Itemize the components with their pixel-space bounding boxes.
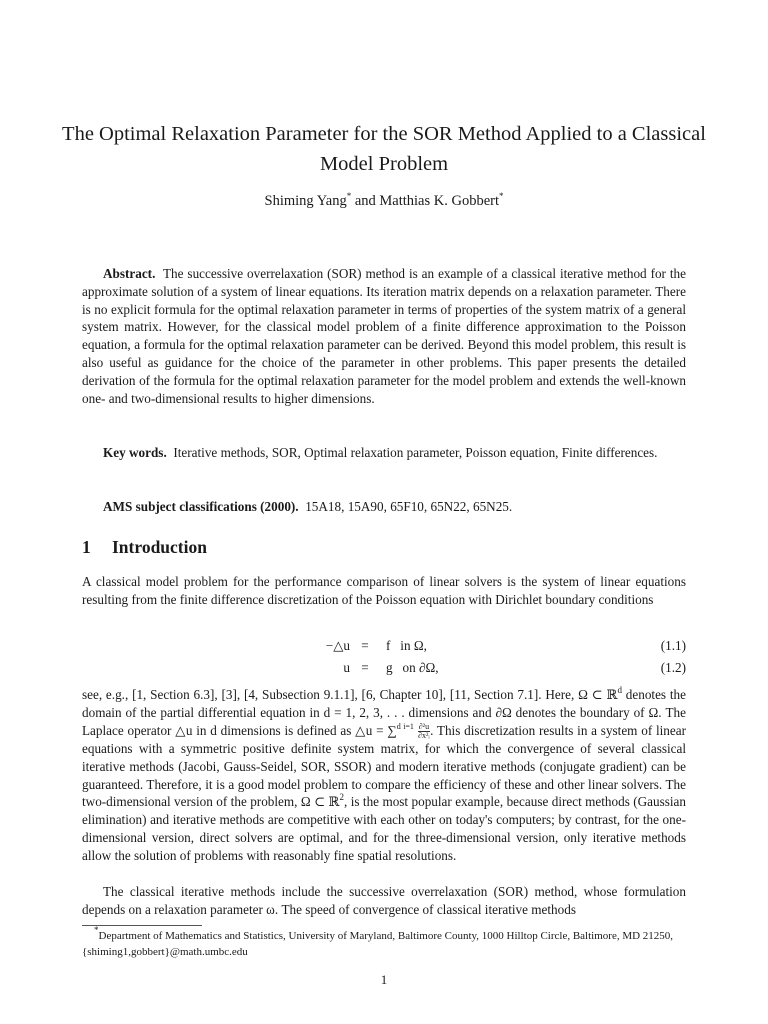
eq-number: (1.1) — [660, 638, 686, 653]
fraction-denominator: ∂x²ᵢ — [418, 731, 430, 741]
intro-paragraph-1: A classical model problem for the performance comparison of linear solvers is the system of linear equations resulting from the finite difference discretization of the Poisson equation with Dirichlet boundary conditions — [82, 574, 686, 607]
paper-title: The Optimal Relaxation Parameter for the SOR Method Applied to a Classical Model Problem — [62, 123, 706, 175]
eq-rhs: f in Ω, — [386, 638, 427, 653]
abstract — [82, 265, 686, 407]
para2-part-a: see, e.g., [1, Section 6.3], [3], [4, Subsection 9.1.1], [6, Chapter 10], [11, Section 7.1]. Here, Ω ⊂ ℝ — [82, 687, 618, 702]
abstract-text: The successive overrelaxation (SOR) method is an example of a classical iterative method for the approximate solution of a system of linear equations. Its iteration matrix depends on a relaxation parameter. There is no explicit formula for the optimal relaxation parameter in terms of properties of the system matrix of a general system matrix. However, for the classical model problem of a finite difference approximation to the Poisson equation, a formula for the optimal relaxation parameter can be derived. Beyond this model problem, this result is also useful as guidance for the choice of the parameter in other problems. This paper presents the detailed derivation of the formula for the optimal relaxation parameter for the model problem and extends the well-known one- and two-dimensional results to higher dimensions. — [82, 266, 686, 406]
abstract-label: Abstract. — [103, 266, 156, 281]
superscript-2: 2 — [339, 792, 344, 803]
author-2-mark: * — [499, 191, 504, 201]
ams-classification — [82, 498, 686, 516]
equation-1-1 — [82, 638, 686, 658]
eq-lhs: u — [343, 660, 350, 675]
intro-paragraph-3: The classical iterative methods include the successive overrelaxation (SOR) method, whose formulation depends on a relaxation parameter ω. The speed of convergence of classical iterative methods — [82, 884, 686, 917]
ams-label: AMS subject classifications (2000). — [103, 499, 299, 514]
footnote-mark: * — [94, 925, 99, 935]
sum-limits: d i=1 — [396, 721, 414, 731]
superscript-d: d — [617, 685, 622, 695]
para2-part-c: . This discretization results in a system of linear equations with a symmetric positive definite system matrix, for which the convergence of several classical iterative methods (Jacobi, Gauss-Seidel, SOR, SSOR) and modern iterative methods (conjugate gradient) can be guaranteed. Therefore, it is a good model problem to compare the efficiency of these and other linear solvers. The two-dimensional version of the problem, Ω ⊂ ℝ — [82, 722, 686, 810]
fraction-numerator: ∂²u — [418, 722, 430, 732]
eq-rhs: g on ∂Ω, — [386, 660, 439, 675]
footnote-text: Department of Mathematics and Statistics, University of Maryland, Baltimore County, 1000 Hilltop Circle, Baltimore, MD 21250, {shiming1,gobbert}@math.umbc.edu — [82, 930, 674, 958]
keywords-label: Key words. — [103, 445, 167, 460]
eq-rel: = — [361, 660, 369, 675]
author-2: and Matthias K. Gobbert — [351, 193, 499, 209]
footnote-rule — [82, 925, 202, 926]
equation-1-2 — [82, 660, 686, 680]
para2-part-d: , is the most popular example, because direct methods (Gaussian elimination) and iterative methods are competitive with each other on today's computers; by contrast, for the one-dimensional version, direct solvers are optimal, and for the three-dimensional version, only iterative methods allow the solution of problems with reasonably fine spatial resolutions. — [82, 794, 686, 863]
keywords — [82, 444, 686, 462]
partial-fraction — [418, 723, 430, 740]
section-heading — [82, 537, 207, 558]
eq-lhs: −△u — [325, 638, 350, 653]
eq-rel: = — [361, 638, 369, 653]
ams-text: 15A18, 15A90, 65F10, 65N22, 65N25. — [305, 499, 513, 514]
author-1-mark: * — [346, 191, 352, 201]
author-1: Shiming Yang — [264, 193, 347, 209]
section-number: 1 — [82, 537, 91, 557]
intro-paragraph-2 — [82, 686, 686, 865]
page-number: 1 — [380, 972, 388, 987]
footnote — [82, 925, 686, 960]
section-title: Introduction — [112, 537, 207, 557]
para2-part-b: denotes the domain of the partial differential equation in d = 1, 2, 3, . . . dimensions and ∂Ω denotes the boundary of Ω. The Laplace operator △u in d dimensions is defined as △u = ∑ — [82, 687, 686, 738]
keywords-text: Iterative methods, SOR, Optimal relaxation parameter, Poisson equation, Finite differences. — [173, 445, 658, 460]
author-line — [60, 193, 708, 210]
eq-number: (1.2) — [660, 660, 686, 675]
